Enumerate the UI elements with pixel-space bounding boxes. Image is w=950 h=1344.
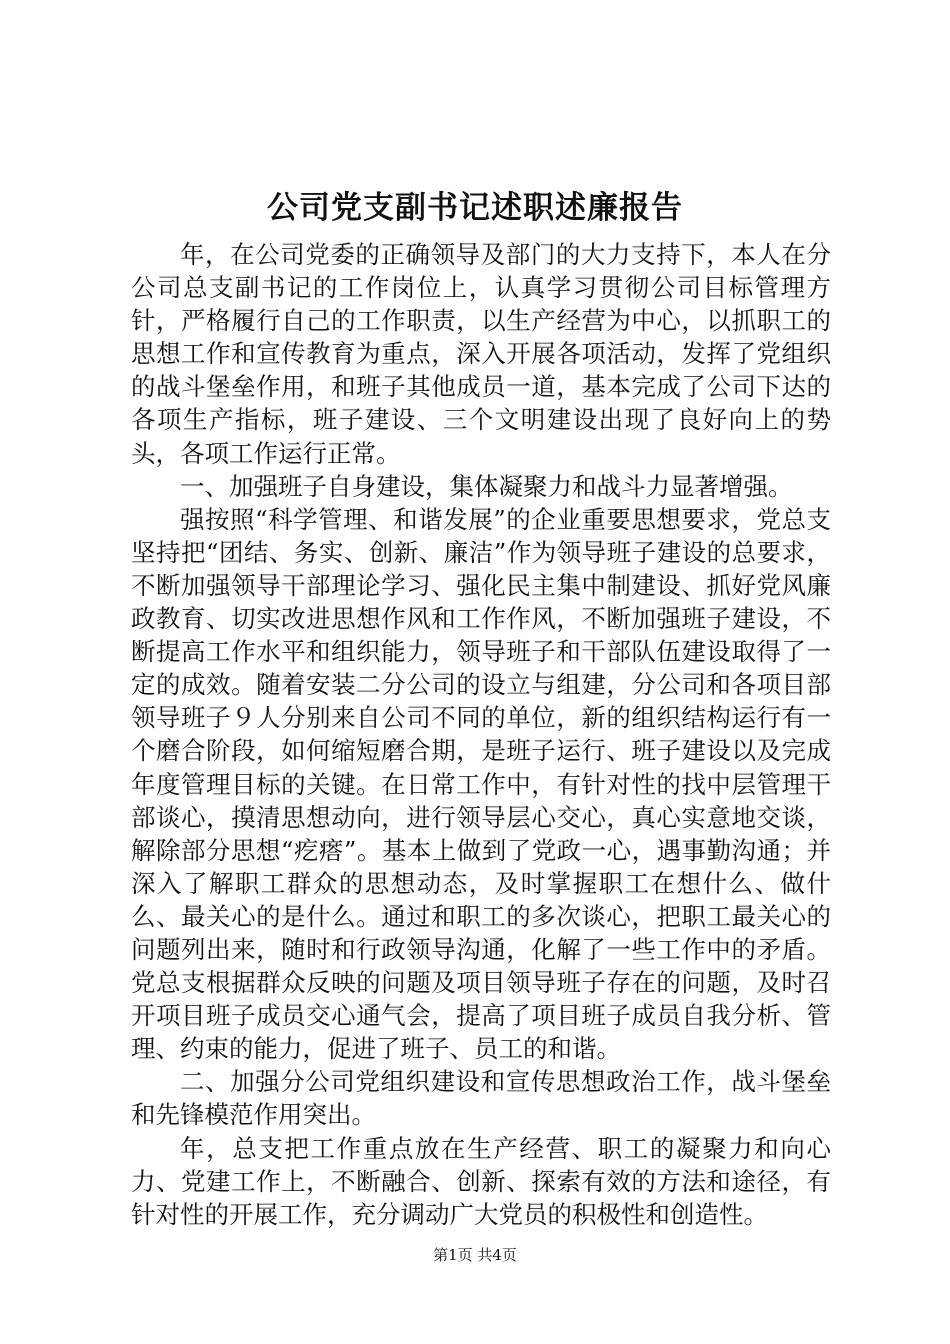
paragraph-section-1: 强按照“科学管理、和谐发展”的企业重要思想要求，党总支坚持把“团结、务实、创新、廉洁”作为领导班子建设的总要求，不断加强领导干部理论学习、强化民主集中制建设、抓好党风廉政教育、切实改进思想作风和工作作风，不断加强班子建设，不断提高工作水平和组织能力，领导班子和干部队伍建设取得了一定的成效。随着安装二分公司的设立与组建，分公司和各项目部领导班子９人分别来自公司不同的单位，新的组织结构运行有一个磨合阶段，如何缩短磨合期，是班子运行、班子建设以及完成年度管理目标的关键。在日常工作中，有针对性的找中层管理干部谈心，摸清思想动向，进行领导层心交心，真心实意地交谈，解除部分思想“疙瘩”。基本上做到了党政一心，遇事勤沟通；并深入了解职工群众的思想动态，及时掌握职工在想什么、做什么、最关心的是什么。通过和职工的多次谈心，把职工最关心的问题列出来，随时和行政领导沟通，化解了一些工作中的矛盾。党总支根据群众反映的问题及项目领导班子存在的问题，及时召开项目班子成员交心通气会，提高了项目班子成员自我分析、管理、约束的能力，促进了班子、员工的和谐。 — [131, 504, 831, 1064]
page-footer: 第1页 共4页 — [433, 1246, 517, 1264]
document-body — [131, 238, 831, 1231]
document-title: 公司党支副书记述职述廉报告 — [267, 190, 683, 226]
section-heading-2: 二、加强分公司党组织建设和宣传思想政治工作，战斗堡垒和先锋模范作用突出。 — [131, 1067, 831, 1130]
paragraph-section-2: 年，总支把工作重点放在生产经营、职工的凝聚力和向心力、党建工作上，不断融合、创新、探索有效的方法和途径，有针对性的开展工作，充分调动广大党员的积极性和创造性。 — [131, 1133, 831, 1229]
paragraph-intro: 年，在公司党委的正确领导及部门的大力支持下，本人在分公司总支副书记的工作岗位上，认真学习贯彻公司目标管理方针，严格履行自己的工作职责，以生产经营为中心，以抓职工的思想工作和宣传教育为重点，深入开展各项活动，发挥了党组织的战斗堡垒作用，和班子其他成员一道，基本完成了公司下达的各项生产指标，班子建设、三个文明建设出现了良好向上的势头，各项工作运行正常。 — [131, 240, 831, 468]
section-heading-1: 一、加强班子自身建设，集体凝聚力和战斗力显著增强。 — [180, 471, 793, 501]
